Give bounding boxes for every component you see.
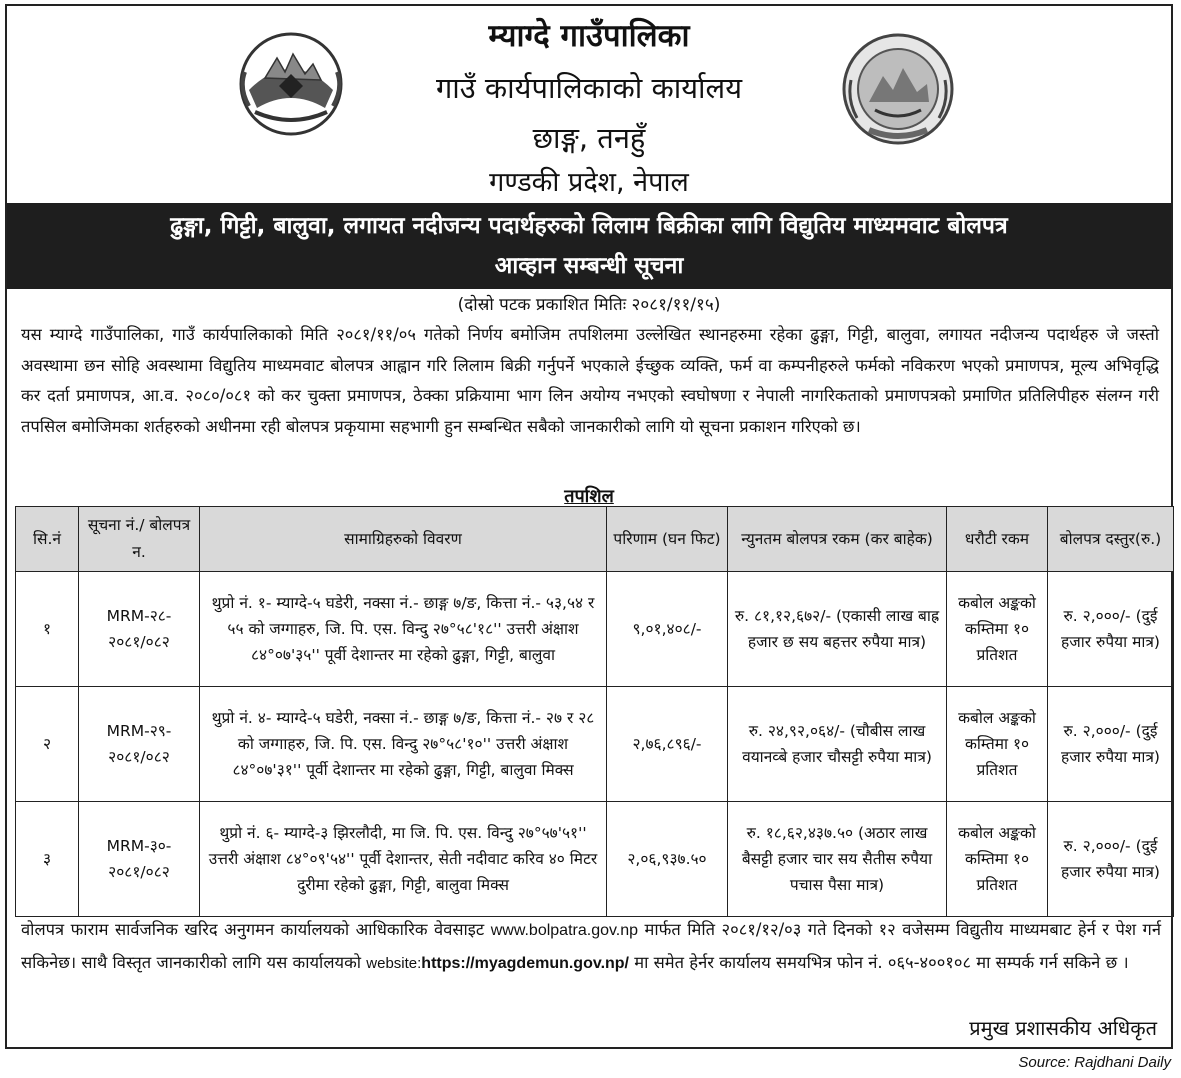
cell-sn: २ [16, 687, 79, 802]
col-header-description: सामाग्रिहरुको विवरण [200, 507, 607, 572]
footer-text-2: मार्फत मिति २०८१/१२/०३ गते दिनको १२ वजेसम्म विद्युतीय माध्यमबाट हेर्न र पेश गर्न सकिनेछ। साथै विस्तृत जानकारीको लागि यस कार्यालयको [21, 920, 1161, 972]
cell-deposit: कबोल अङ्कको कम्तिमा १० प्रतिशत [947, 687, 1048, 802]
cell-sn: १ [16, 572, 79, 687]
cell-min-amount: रु. १८,६२,४३७.५० (अठार लाख बैसट्टी हजार चार सय सैतीस रुपैया पचास पैसा मात्र) [728, 802, 947, 917]
col-header-deposit: धरौटी रकम [947, 507, 1048, 572]
notice-frame [5, 4, 1173, 1049]
website-label: website: [366, 955, 422, 972]
intro-paragraph: यस म्याग्दे गाउँपालिका, गाउँ कार्यपालिकाको मिति २०८१/११/०५ गतेको निर्णय बमोजिम तपशिलमा उल्लेखित स्थानहरुमा रहेका ढुङ्गा, गिट्टी, बालुवा, लगायत नदीजन्य पदार्थहरु जे जस्तो अवस्थामा छन सोहि अवस्थामा विद्युतिय माध्यमवाट बोलपत्र आह्वान गरि लिलाम बिक्री गर्नुपर्ने भएकाले ईच्छुक व्यक्ति, फर्म वा कम्पनीहरुले फर्मको नविकरण भएको प्रमाणपत्र, मूल्य अभिवृद्धि कर दर्ता प्रमाणपत्र, आ.व. २०८०/०८१ को कर चुक्ता प्रमाणपत्र, ठेक्का प्रक्रियामा भाग लिन अयोग्य नभएको स्वघोषणा र नेपाली नागरिकताको प्रमाणपत्रको प्रमाणित प्रतिलिपीहरु संलग्न गरी तपसिल बमोजिमका शर्तहरुको अधीनमा रही बोलपत्र प्रकृयामा सहभागी हुन सम्बन्धित सबैको जानकारीको लागि यो सूचना प्रकाशन गरिएको छ। [21, 325, 1159, 436]
cell-description: थुप्रो नं. ६- म्याग्दे-३ झिरलौदी, मा जि. पि. एस. विन्दु २७°५७'५१'' उत्तरी अंक्षाश ८४°०९'५४'' पूर्वी देशान्तर, सेती नदीवाट करिव ४० मिटर दुरीमा रहेको ढुङ्गा, गिट्टी, बालुवा मिक्स [200, 802, 607, 917]
cell-min-amount: रु. २४,९२,०६४/- (चौबीस लाख वयानव्बे हजार चौसट्टी रुपैया मात्र) [728, 687, 947, 802]
cell-sn: ३ [16, 802, 79, 917]
municipality-website-link[interactable]: https://myagdemun.gov.np/ [421, 955, 629, 972]
cell-quantity: ९,०१,४०८/- [607, 572, 728, 687]
office-name: गाउँ कार्यपालिकाको कार्यालय [435, 71, 743, 105]
table-row [16, 687, 1174, 802]
cell-quantity: २,०६,९३७.५० [607, 802, 728, 917]
notice-title-line1: ढुङ्गा, गिट्टी, बालुवा, लगायत नदीजन्य पदार्थहरुको लिलाम बिक्रीका लागि विद्युतिय माध्यमवाट बोलपत्र [170, 213, 1008, 239]
cell-min-amount: रु. ८१,१२,६७२/- (एकासी लाख बाह्र हजार छ सय बहत्तर रुपैया मात्र) [728, 572, 947, 687]
cell-notice-no: MRM-२८- २०८१/०८२ [79, 572, 200, 687]
table-header-row [16, 507, 1174, 572]
tender-table [15, 506, 1174, 917]
notice-title-line2: आव्हान सम्बन्धी सूचना [494, 253, 684, 279]
header [7, 6, 1171, 202]
col-header-fee: बोलपत्र दस्तुर(रु.) [1048, 507, 1174, 572]
publication-date: (दोस्रो पटक प्रकाशित मितिः २०८१/११/१५) [457, 295, 721, 315]
municipality-name: म्याग्दे गाउँपालिका [488, 18, 690, 54]
cell-fee: रु. २,०००/- (दुई हजार रुपैया मात्र) [1048, 687, 1174, 802]
col-header-min-amount: न्युनतम बोलपत्र रकम (कर बाहेक) [728, 507, 947, 572]
col-header-sn: सि.नं [16, 507, 79, 572]
source-credit: Source: Rajdhani Daily [1018, 1054, 1171, 1071]
province-name: गण्डकी प्रदेश, नेपाल [489, 167, 689, 198]
notice-title-banner [7, 203, 1171, 289]
cell-fee: रु. २,०००/- (दुई हजार रुपैया मात्र) [1048, 572, 1174, 687]
cell-description: थुप्रो नं. १- म्याग्दे-५ घडेरी, नक्सा नं.- छाङ्ग ७/ङ, कित्ता नं.- ५३,५४ र ५५ को जग्गाहरु, जि. पि. एस. विन्दु २७°५८'१८'' उत्तरी अंक्षाश ८४°०७'३५'' पूर्वी देशान्तर मा रहेको ढुङ्गा, गिट्टी, बालुवा [200, 572, 607, 687]
table-row [16, 572, 1174, 687]
table-row [16, 802, 1174, 917]
col-header-notice-no: सूचना नं./ बोलपत्र न. [79, 507, 200, 572]
table-heading-text: तपशिल [564, 486, 614, 507]
cell-notice-no: MRM-२९- २०८१/०८२ [79, 687, 200, 802]
cell-deposit: कबोल अङ्कको कम्तिमा १० प्रतिशत [947, 572, 1048, 687]
signatory-title: प्रमुख प्रशासकीय अधिकृत [969, 1016, 1157, 1040]
cell-description: थुप्रो नं. ४- म्याग्दे-५ घडेरी, नक्सा नं.- छाङ्ग ७/ङ, कित्ता नं.- २७ र २८ को जग्गाहरु, जि. पि. एस. विन्दु २७°५८'१०'' उत्तरी अंक्षाश ८४°०७'३१'' पूर्वी देशान्तर मा रहेको ढुङ्गा, गिट्टी, बालुवा मिक्स [200, 687, 607, 802]
table-heading [7, 484, 1171, 508]
cell-notice-no: MRM-३०- २०८१/०८२ [79, 802, 200, 917]
footer-text-1: वोलपत्र फाराम सार्वजनिक खरिद अनुगमन कार्यालयको आधिकारिक वेवसाइट [21, 920, 491, 939]
office-location: छाङ्ग, तनहुँ [532, 121, 646, 155]
municipality-seal-icon [839, 30, 957, 148]
bolpatra-link[interactable]: www.bolpatra.gov.np [490, 922, 639, 939]
cell-quantity: २,७६,८९६/- [607, 687, 728, 802]
cell-deposit: कबोल अङ्कको कम्तिमा १० प्रतिशत [947, 802, 1048, 917]
col-header-quantity: परिणाम (घन फिट) [607, 507, 728, 572]
cell-fee: रु. २,०००/- (दुई हजार रुपैया मात्र) [1048, 802, 1174, 917]
footer-paragraph [21, 914, 1161, 980]
footer-text-3: मा समेत हेर्नर कार्यालय समयभित्र फोन नं. ०६५-४००१०८ मा सम्पर्क गर्न सकिने छ । [629, 953, 1129, 972]
